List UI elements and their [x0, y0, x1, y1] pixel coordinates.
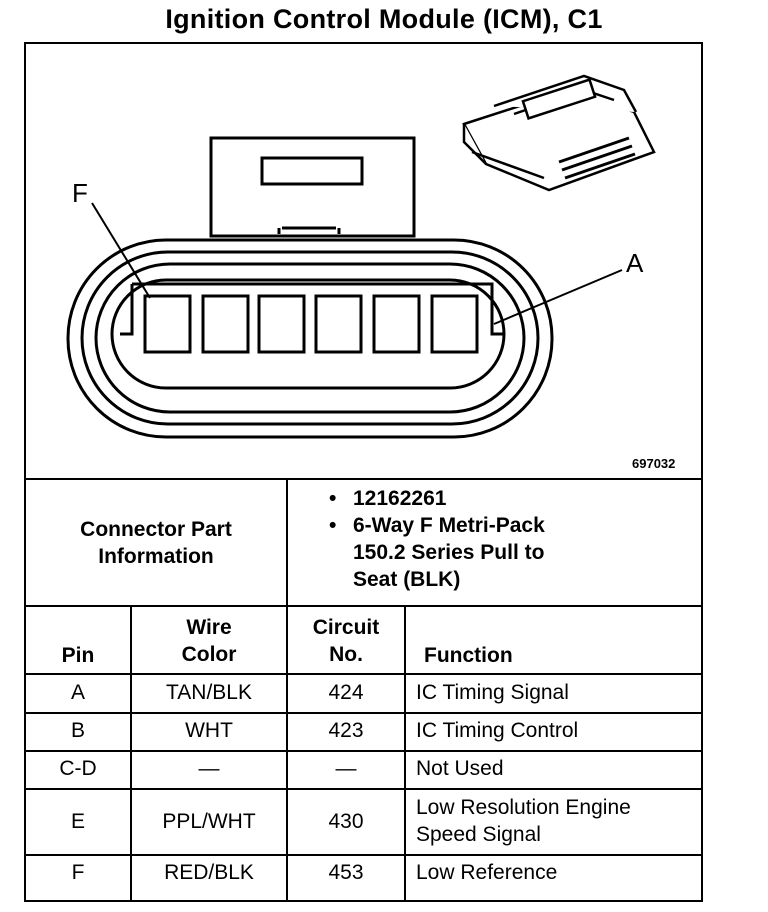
divider-row-b: [24, 750, 703, 752]
divider-circuit-column: [404, 606, 406, 902]
header-circuit-no: Circuit No.: [312, 616, 380, 666]
connector-diagram: [24, 42, 703, 479]
connector-info-list: [327, 485, 545, 593]
table-row-f-circuit: 453: [328, 861, 364, 884]
table-row-cd-wire-color: —: [198, 757, 220, 780]
terminal-cavity-a: [432, 296, 477, 352]
figure-number: 697032: [632, 456, 676, 471]
connector-isometric-view: [464, 42, 654, 190]
connector-part-number: • 12162261: [327, 485, 545, 512]
table-row-a-wire-color: TAN/BLK: [166, 681, 252, 704]
terminal-cavity-b: [374, 296, 419, 352]
table-row-cd-pin: C-D: [59, 757, 97, 780]
table-row-f-wire-color: RED/BLK: [164, 861, 254, 884]
table-row-b-wire-color: WHT: [185, 719, 233, 742]
table-row-a-circuit: 424: [328, 681, 364, 704]
table-row-e-wire-color: PPL/WHT: [162, 810, 256, 833]
table-row-a-pin: A: [70, 681, 85, 704]
table-row-b-pin: B: [70, 719, 85, 742]
header-function: Function: [424, 644, 513, 667]
divider-row-e: [24, 854, 703, 856]
header-pin: Pin: [61, 644, 95, 667]
table-row-e-circuit: 430: [328, 810, 364, 833]
divider-row-cd: [24, 788, 703, 790]
table-row-a-function: IC Timing Signal: [416, 681, 569, 704]
table-row-cd-circuit: —: [335, 757, 357, 780]
terminal-cavity-c: [316, 296, 361, 352]
table-row-f-function: Low Reference: [416, 861, 558, 884]
connector-lock-tab: [211, 138, 414, 236]
callout-f: F: [72, 178, 88, 208]
divider-connector-info: [24, 605, 703, 607]
page-title: Ignition Control Module (ICM), C1: [165, 4, 603, 34]
divider-header: [24, 673, 703, 675]
table-row-b-circuit: 423: [328, 719, 364, 742]
table-row-e-function: Low Resolution Engine Speed Signal: [416, 796, 631, 846]
terminal-cavity-f: [145, 296, 190, 352]
divider-diagram: [24, 478, 703, 480]
table-row-cd-function: Not Used: [416, 757, 504, 780]
terminal-cavity-d: [259, 296, 304, 352]
connector-info-label: Connector Part Information: [80, 518, 232, 568]
divider-info-column: [286, 479, 288, 606]
terminal-cavity-e: [203, 296, 248, 352]
connector-description: • 6-Way F Metri-Pack 150.2 Series Pull to Seat (BLK): [327, 512, 545, 593]
table-row-b-function: IC Timing Control: [416, 719, 579, 742]
header-wire-color: Wire Color: [181, 616, 237, 666]
divider-row-a: [24, 712, 703, 714]
table-row-f-pin: F: [71, 861, 85, 884]
table-row-e-pin: E: [70, 810, 85, 833]
callout-a: A: [626, 248, 644, 278]
